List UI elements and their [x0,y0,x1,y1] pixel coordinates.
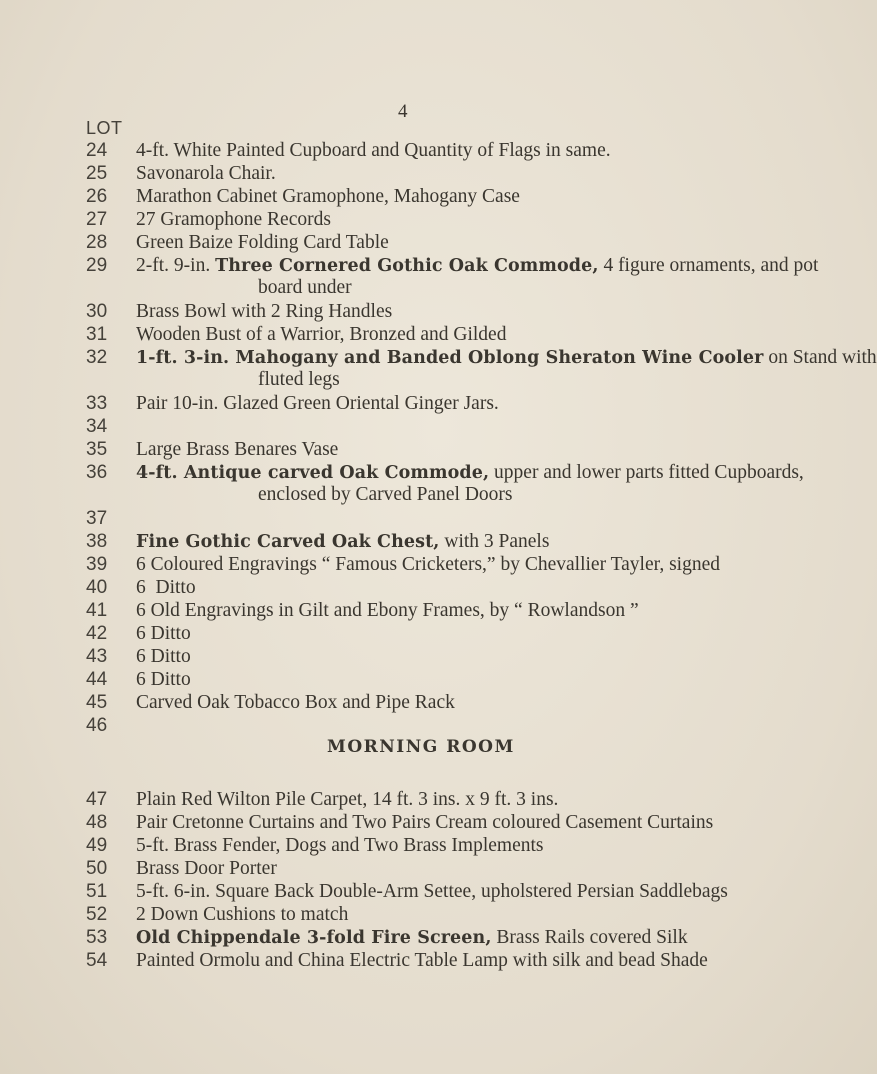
lot-description: Brass Door Porter [136,858,277,879]
lot-description [136,347,877,390]
lot-detail: with 3 Panels [444,531,550,552]
lot-description: Green Baize Folding Card Table [136,232,389,253]
lot-detail: 4 figure ornaments, and pot [603,255,819,276]
lot-number: 32 [86,347,108,368]
lot-number: 49 [86,835,108,856]
lot-number: 27 [86,209,108,230]
lot-number: 31 [86,324,108,345]
lot-continuation: board under [258,277,352,298]
lot-number: 37 [86,508,108,529]
lot-number: 54 [86,950,108,971]
lot-number: 35 [86,439,108,460]
lot-description: Wooden Bust of a Warrior, Bronzed and Gilded [136,324,507,345]
lot-detail: upper and lower parts fitted Cupboards, [494,462,804,483]
lot-number: 50 [86,858,108,879]
lot-description [136,531,786,553]
lot-dimension: 2-ft. 9-in. [136,255,211,276]
lot-description [136,462,804,505]
lot-description: Carved Oak Tobacco Box and Pipe Rack [136,692,455,713]
lot-continuation: enclosed by Carved Panel Doors [258,484,513,505]
lot-number: 24 [86,140,108,161]
lot-title: 4-ft. Antique carved Oak Commode, [136,463,490,483]
lot-description: 5-ft. 6-in. Square Back Double-Arm Settee, upholstered Persian Saddlebags [136,881,728,902]
lot-description: Brass Bowl with 2 Ring Handles [136,301,393,322]
lot-number: 45 [86,692,108,713]
lot-description: 6 Old Engravings in Gilt and Ebony Frames, by “ Rowlandson ” [136,600,639,621]
lot-title: Fine Gothic Carved Oak Chest, [136,532,440,552]
lot-description [136,927,786,949]
lot-detail: on Stand with [768,347,877,368]
lot-description: 27 Gramophone Records [136,209,331,230]
lot-number: 51 [86,881,108,902]
lot-number: 44 [86,669,108,690]
lot-title: 1-ft. 3-in. Mahogany and Banded Oblong Sheraton Wine Cooler [136,348,764,368]
lot-description: 6 Ditto [136,577,196,598]
lot-description [136,255,819,298]
lot-description: 6 Coloured Engravings “ Famous Cricketers,” by Chevallier Tayler, signed [136,554,720,575]
lot-number: 29 [86,255,108,276]
lot-detail: Brass Rails covered Silk [496,927,688,948]
lot-number: 40 [86,577,108,598]
lot-continuation: fluted legs [258,369,340,390]
lot-number: 38 [86,531,108,552]
lot-number: 47 [86,789,108,810]
lot-number: 48 [86,812,108,833]
lot-number: 30 [86,301,108,322]
lot-description: 6 Ditto [136,623,191,644]
lot-description: Plain Red Wilton Pile Carpet, 14 ft. 3 ins. x 9 ft. 3 ins. [136,789,559,810]
lot-title: Three Cornered Gothic Oak Commode, [215,256,599,276]
lot-number: 53 [86,927,108,948]
lot-description: 4-ft. White Painted Cupboard and Quantity of Flags in same. [136,140,611,161]
lot-description: 6 Ditto [136,646,191,667]
lot-description: Pair 10-in. Glazed Green Oriental Ginger Jars. [136,393,499,414]
lot-description: 6 Ditto [136,669,191,690]
lot-number: 43 [86,646,108,667]
lot-number: 25 [86,163,108,184]
lot-number: 26 [86,186,108,207]
lot-number: 46 [86,715,108,736]
lot-title: Old Chippendale 3-fold Fire Screen, [136,928,492,948]
lot-description: Painted Ormolu and China Electric Table Lamp with silk and bead Shade [136,950,708,971]
lot-number: 34 [86,416,108,437]
lot-number: 41 [86,600,108,621]
section-heading: MORNING ROOM [327,737,515,757]
lot-number: 42 [86,623,108,644]
lot-description: 5-ft. Brass Fender, Dogs and Two Brass Implements [136,835,544,856]
lot-number: 28 [86,232,108,253]
lot-number: 36 [86,462,108,483]
lot-description: Savonarola Chair. [136,163,276,184]
lot-description: Pair Cretonne Curtains and Two Pairs Cream coloured Casement Curtains [136,812,714,833]
lot-number: 52 [86,904,108,925]
lot-description: Marathon Cabinet Gramophone, Mahogany Case [136,186,520,207]
lot-number: 39 [86,554,108,575]
lot-number: 33 [86,393,108,414]
lot-column-header: LOT [86,118,123,138]
lot-description: Large Brass Benares Vase [136,439,339,460]
page-number: 4 [398,101,408,122]
lot-description: 2 Down Cushions to match [136,904,349,925]
